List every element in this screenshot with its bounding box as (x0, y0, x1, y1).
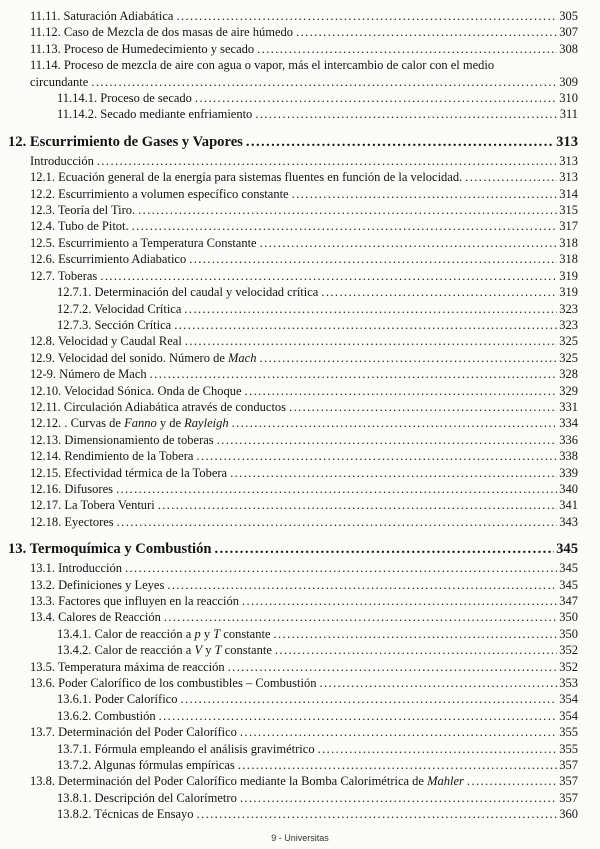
toc-entry-page: 355 (559, 725, 578, 740)
toc-entry (8, 399, 578, 415)
leader-dots (180, 691, 557, 707)
toc-entry-title: 12.10. Velocidad Sónica. Onda de Choque (30, 383, 242, 398)
toc-entry-page: 307 (559, 25, 578, 40)
toc-entry-page: 313 (559, 170, 578, 185)
leader-dots (150, 366, 558, 382)
toc-entry-title: 12.9. Velocidad del sonido. Número de Mach (30, 350, 257, 365)
toc-entry-title: 13. Termoquímica y Combustión (8, 541, 212, 558)
toc-entry-page: 325 (559, 334, 578, 349)
toc-entry-page: 341 (559, 498, 578, 513)
leader-dots (217, 432, 558, 448)
leader-dots (228, 659, 558, 675)
toc-entry-page: 357 (559, 790, 578, 805)
leader-dots (245, 383, 558, 399)
leader-dots (465, 169, 557, 185)
toc-entry-page: 305 (559, 9, 578, 23)
leader-dots (292, 186, 558, 202)
toc-entry (8, 153, 578, 169)
toc-entry (8, 465, 578, 481)
toc-entry-page: 338 (559, 449, 578, 464)
toc-entry-page: 319 (559, 268, 578, 283)
toc-entry (8, 609, 578, 625)
toc-entry-title: 13.4.1. Calor de reacción a p y T constante (57, 626, 271, 641)
leader-dots (255, 106, 557, 122)
toc-entry-page: 339 (559, 465, 578, 480)
toc-entry-page: 357 (559, 758, 578, 773)
toc-entry-title: 12.8. Velocidad y Caudal Real (30, 334, 182, 349)
toc-entry-title: 12.1. Ecuación general de la energía para sistemas fluentes en función de la velocidad. (30, 170, 463, 185)
toc-entry-title: 13.4.2. Calor de reacción a V y T constante (57, 643, 272, 658)
toc-entry-page: 350 (559, 626, 578, 641)
toc-entry (8, 383, 578, 399)
toc-entry (8, 333, 578, 349)
toc-entry-page: 313 (556, 133, 578, 150)
leader-dots (215, 539, 555, 559)
toc-entry-page: 343 (559, 514, 578, 529)
toc-entry (8, 106, 578, 122)
leader-dots (242, 593, 557, 609)
toc-entry (8, 539, 578, 559)
toc-entry-page: 352 (559, 659, 578, 674)
toc-entry-page: 336 (559, 432, 578, 447)
toc-entry-page: 334 (559, 416, 578, 431)
toc-entry (8, 415, 578, 431)
toc-entry-title: 13.8.2. Técnicas de Ensayo (57, 807, 194, 822)
leader-dots (467, 773, 557, 789)
toc-entry (8, 626, 578, 642)
leader-dots (132, 218, 558, 234)
leader-dots (197, 806, 558, 822)
toc-entry (8, 741, 578, 757)
toc-entry (8, 57, 578, 73)
toc-entry-page: 315 (559, 203, 578, 218)
toc-entry-title: 13.8. Determinación del Poder Calorífico mediante la Bomba Calorimétrica de Mahler (30, 774, 464, 789)
table-of-contents (8, 8, 578, 823)
toc-entry-title: 11.14. Proceso de mezcla de aire con agua o vapor, más el intercambio de calor con el medio (30, 58, 495, 73)
toc-entry (8, 448, 578, 464)
toc-entry-title: 12.17. La Tobera Venturi (30, 498, 155, 513)
toc-entry (8, 773, 578, 789)
toc-entry-title: 12.14. Rendimiento de la Tobera (30, 449, 194, 464)
toc-entry-page: 354 (559, 708, 578, 723)
toc-entry (8, 235, 578, 251)
leader-dots (97, 153, 557, 169)
toc-entry (8, 757, 578, 773)
leader-dots (167, 577, 557, 593)
toc-entry (8, 642, 578, 658)
leader-dots (275, 642, 557, 658)
leader-dots (116, 481, 557, 497)
toc-entry-page: 360 (559, 807, 578, 822)
toc-entry-title: 12.7.1. Determinación del caudal y velocidad crítica (57, 285, 319, 300)
toc-entry-title: 12.12. . Curvas de Fanno y de Rayleigh (30, 416, 229, 431)
toc-entry-title: 12.11. Circulación Adiabática através de conductos (30, 399, 287, 414)
toc-entry (8, 724, 578, 740)
toc-entry-page: 347 (559, 594, 578, 608)
toc-entry-page: 345 (559, 577, 578, 592)
toc-entry-title: 11.12. Caso de Mezcla de dos masas de aire húmedo (30, 25, 294, 40)
toc-entry (8, 350, 578, 366)
leader-dots (260, 235, 558, 251)
toc-entry (8, 301, 578, 317)
leader-dots (296, 24, 557, 40)
leader-dots (195, 90, 557, 106)
leader-dots (138, 202, 557, 218)
toc-entry (8, 577, 578, 593)
toc-entry (8, 268, 578, 284)
toc-entry-title: 13.4. Calores de Reacción (30, 610, 161, 625)
toc-entry (8, 90, 578, 106)
toc-entry-page: 340 (559, 481, 578, 496)
leader-dots (174, 317, 557, 333)
toc-entry-title: 13.6.2. Combustión (57, 708, 156, 723)
toc-entry (8, 202, 578, 218)
leader-dots (230, 465, 557, 481)
leader-dots (240, 724, 557, 740)
toc-entry (8, 432, 578, 448)
toc-entry (8, 366, 578, 382)
toc-entry-page: 323 (559, 317, 578, 332)
toc-entry (8, 284, 578, 300)
toc-entry-title: 12.18. Eyectores (30, 514, 114, 529)
toc-entry (8, 675, 578, 691)
toc-entry-title: 13.2. Definiciones y Leyes (30, 577, 165, 592)
toc-entry (8, 251, 578, 267)
toc-entry-title: 12.7.3. Sección Crítica (57, 317, 172, 332)
toc-entry-title: 13.7. Determinación del Poder Calorífico (30, 725, 237, 740)
leader-dots (176, 8, 557, 24)
toc-entry-page: 345 (556, 541, 578, 558)
toc-entry-title: 11.14.2. Secado mediante enfriamiento (57, 107, 253, 122)
toc-entry-title: 12.2. Escurrimiento a volumen específico constante (30, 186, 289, 201)
toc-entry (8, 806, 578, 822)
toc-entry-title: 12. Escurrimiento de Gases y Vapores (8, 133, 243, 150)
toc-entry-page: 328 (559, 367, 578, 382)
toc-entry-page: 353 (559, 676, 578, 691)
toc-entry-title: 13.6.1. Poder Calorífico (57, 692, 178, 707)
toc-entry-title: 12.3. Teoría del Tiro. (30, 203, 136, 218)
toc-entry-title: 12.7. Toberas (30, 268, 98, 283)
leader-dots (125, 560, 557, 576)
toc-entry-title: 13.8.1. Descripción del Calorímetro (57, 790, 237, 805)
leader-dots (321, 284, 557, 300)
leader-dots (159, 708, 558, 724)
toc-entry (8, 8, 578, 24)
toc-entry (8, 593, 578, 609)
toc-entry-page: 355 (559, 741, 578, 756)
toc-entry-title: circundante (30, 74, 89, 89)
toc-entry-page: 350 (559, 610, 578, 625)
leader-dots (274, 626, 558, 642)
leader-dots (184, 301, 557, 317)
toc-entry (8, 708, 578, 724)
leader-dots (259, 350, 557, 366)
toc-entry-title: 11.13. Proceso de Humedecimiento y secado (30, 41, 255, 56)
leader-dots (318, 741, 558, 757)
toc-entry-page: 345 (559, 561, 578, 576)
toc-entry-page: 354 (559, 692, 578, 707)
toc-entry (8, 790, 578, 806)
toc-entry-page: 318 (559, 235, 578, 250)
leader-dots (158, 497, 558, 513)
leader-dots (91, 74, 557, 90)
toc-entry-title: 12.7.2. Velocidad Crítica (57, 301, 182, 316)
toc-entry-title: 12.15. Efectividad térmica de la Tobera (30, 465, 228, 480)
toc-entry-page: 323 (559, 301, 578, 316)
leader-dots (319, 675, 557, 691)
toc-entry (8, 691, 578, 707)
toc-entry-title: 13.7.1. Fórmula empleando el análisis gravimétrico (57, 741, 315, 756)
toc-entry-page: 311 (559, 107, 578, 122)
toc-entry-title: 12.4. Tubo de Pitot. (30, 219, 129, 234)
toc-entry-page: 329 (559, 383, 578, 398)
toc-entry-page: 308 (559, 41, 578, 56)
toc-entry-page: 317 (559, 219, 578, 234)
toc-entry (8, 24, 578, 40)
toc-entry-page: 318 (559, 252, 578, 267)
toc-entry (8, 218, 578, 234)
toc-entry-page: 319 (559, 285, 578, 300)
toc-entry (8, 186, 578, 202)
toc-entry-title: 13.5. Temperatura máxima de reacción (30, 659, 225, 674)
leader-dots (246, 132, 554, 152)
toc-entry-title: 11.14.1. Proceso de secado (57, 91, 192, 106)
leader-dots (232, 415, 558, 431)
toc-entry (8, 560, 578, 576)
toc-entry (8, 659, 578, 675)
toc-entry (8, 74, 578, 90)
toc-entry-title: 13.1. Introducción (30, 561, 122, 576)
toc-entry-title: 12.16. Difusores (30, 481, 113, 496)
toc-entry-page: 357 (559, 774, 578, 789)
toc-entry (8, 41, 578, 57)
toc-entry-title: 13.6. Poder Calorífico de los combustibles – Combustión (30, 676, 317, 691)
leader-dots (238, 757, 558, 773)
leader-dots (100, 268, 557, 284)
toc-entry (8, 481, 578, 497)
toc-entry-title: 13.7.2. Algunas fórmulas empíricas (57, 758, 235, 773)
toc-entry-title: Introducción (30, 153, 94, 168)
toc-entry (8, 132, 578, 152)
leader-dots (240, 790, 557, 806)
toc-entry-page: 325 (559, 350, 578, 365)
toc-entry (8, 317, 578, 333)
toc-entry-title: 12-9. Número de Mach (30, 367, 147, 382)
leader-dots (196, 448, 557, 464)
toc-entry-title: 12.13. Dimensionamiento de toberas (30, 432, 214, 447)
leader-dots (164, 609, 557, 625)
leader-dots (117, 514, 558, 530)
toc-entry (8, 514, 578, 530)
toc-entry-page: 309 (559, 74, 578, 89)
toc-entry-page: 310 (559, 91, 578, 106)
toc-entry-title: 12.5. Escurrimiento a Temperatura Constante (30, 235, 257, 250)
toc-entry (8, 497, 578, 513)
leader-dots (185, 333, 557, 349)
toc-entry-page: 314 (559, 186, 578, 201)
toc-entry-title: 13.3. Factores que influyen en la reacción (30, 594, 239, 608)
toc-entry-page: 331 (559, 399, 578, 414)
toc-entry-page: 313 (559, 153, 578, 168)
toc-entry-title: 11.11. Saturación Adiabática (30, 9, 174, 23)
leader-dots (189, 251, 557, 267)
toc-entry (8, 169, 578, 185)
toc-entry-page: 352 (559, 643, 578, 658)
toc-entry-title: 12.6. Escurrimiento Adiabatico (30, 252, 187, 267)
page-footer: 9 - Universitas (271, 833, 329, 843)
leader-dots (289, 399, 557, 415)
leader-dots (257, 41, 557, 57)
